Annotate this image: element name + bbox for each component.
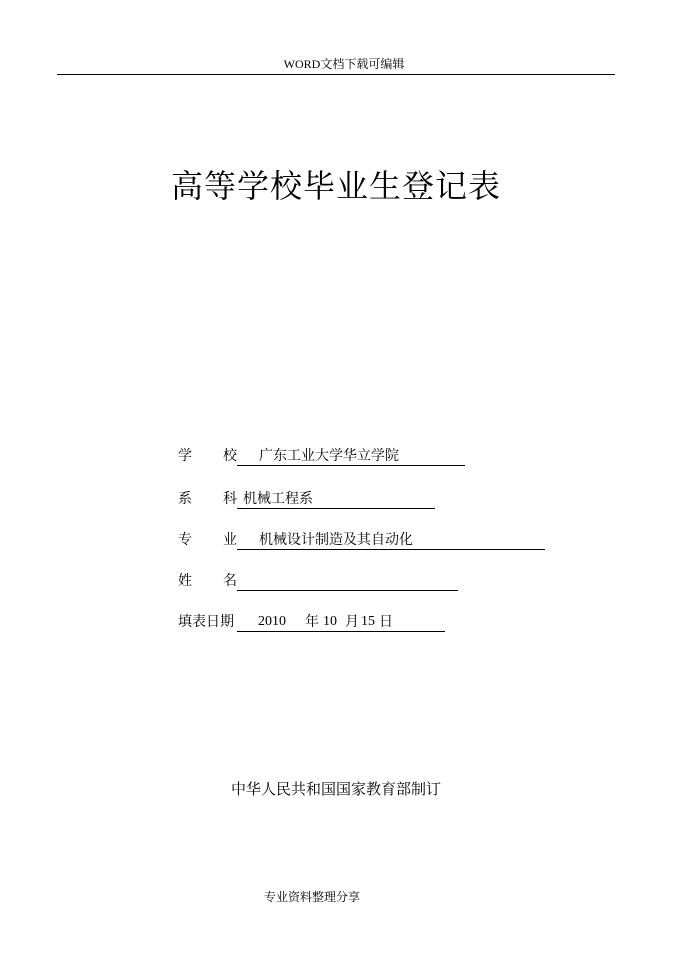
page-header-text: WORD文档下载可编辑 (283, 57, 405, 71)
school-label (178, 446, 238, 466)
fill-date-year-unit: 年 (305, 614, 319, 630)
department-label-char-1: 系 (178, 491, 192, 507)
fill-date-value-line[interactable] (237, 612, 445, 632)
fill-date-label: 填表日期 (178, 614, 234, 630)
name-label-char-1: 姓 (178, 573, 192, 589)
department-value: 机械工程系 (243, 491, 313, 507)
department-label-char-2: 科 (223, 491, 237, 507)
major-label (178, 530, 238, 550)
fill-date-month-unit: 月 (345, 614, 359, 630)
fill-date-month: 10 (323, 614, 337, 629)
header-divider (57, 74, 615, 75)
major-label-char-2: 业 (223, 532, 237, 548)
document-title: 高等学校毕业生登记表 (170, 167, 501, 205)
fill-date-day-unit: 日 (379, 614, 393, 630)
name-label-char-2: 名 (223, 573, 237, 589)
department-label (178, 489, 238, 509)
field-major (178, 530, 548, 550)
field-fill-date (178, 612, 448, 632)
fill-date-year: 2010 (258, 614, 286, 629)
department-value-line[interactable] (237, 489, 435, 509)
major-value-line[interactable] (237, 530, 545, 550)
school-value: 广东工业大学华立学院 (259, 448, 399, 464)
fill-date-day: 15 (361, 614, 375, 629)
school-value-line[interactable] (237, 446, 465, 466)
school-label-char-2: 校 (223, 448, 237, 464)
name-value-line[interactable] (237, 571, 458, 591)
field-department (178, 489, 438, 509)
school-label-char-1: 学 (178, 448, 192, 464)
name-label (178, 571, 238, 591)
field-school (178, 446, 468, 466)
major-value: 机械设计制造及其自动化 (259, 532, 413, 548)
page-footer-text: 专业资料整理分享 (263, 890, 360, 904)
field-name (178, 571, 461, 591)
issuer-text: 中华人民共和国国家教育部制订 (230, 780, 441, 798)
major-label-char-1: 专 (178, 532, 192, 548)
